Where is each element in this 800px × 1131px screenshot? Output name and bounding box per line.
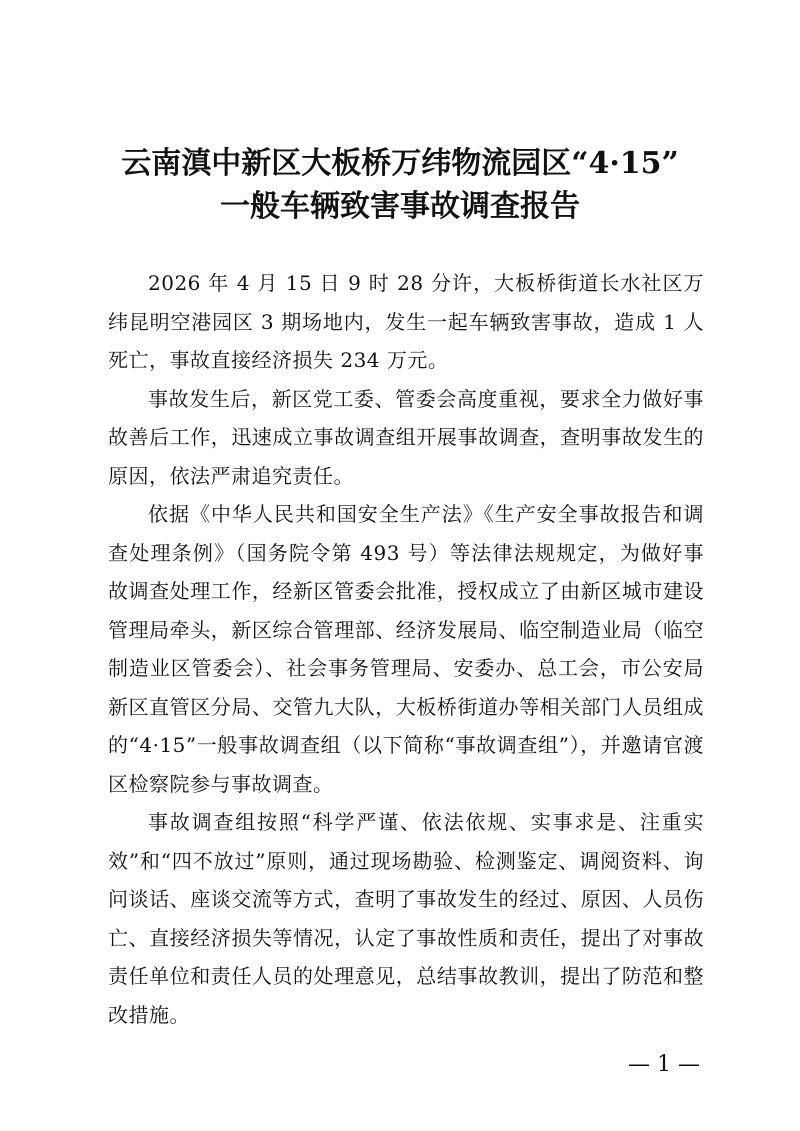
report-title-line-1: 云南滇中新区大板桥万纬物流园区“4·15”: [121, 146, 679, 181]
report-body: [108, 264, 704, 1034]
paragraph-investigation: 事故调查组按照“科学严谨、依法依规、实事求是、注重实效”和“四不放过”原则，通过现场勘验、检测鉴定、调阅资料、询问谈话、座谈交流等方式，查明了事故发生的经过、原因、人员伤亡、直接经济损失等情况，认定了事故性质和责任，提出了对事故责任单位和责任人员的处理意见，总结事故教训，提出了防范和整改措施。: [108, 810, 704, 1027]
paragraph-response: 事故发生后，新区党工委、管委会高度重视，要求全力做好事故善后工作，迅速成立事故调查组开展事故调查，查明事故发生的原因，依法严肃追究责任。: [108, 386, 704, 488]
paragraph-incident-summary: 2026 年 4 月 15 日 9 时 28 分许，大板桥街道长水社区万纬昆明空港园区 3 期场地内，发生一起车辆致害事故，造成 1 人死亡，事故直接经济损失 234 万元。: [108, 271, 704, 372]
report-title-line-2: 一般车辆致害事故调查报告: [220, 189, 580, 224]
paragraph-legal-basis: 依据《中华人民共和国安全生产法》《生产安全事故报告和调查处理条例》（国务院令第 493 号）等法律法规规定，为做好事故调查处理工作，经新区管委会批准，授权成立了由新区城市建设管理局牵头，新区综合管理部、经济发展局、临空制造业局（临空制造业区管委会）、社会事务管理局、安委办、总工会，市公安局新区直管区分局、交管九大队，大板桥街道办等相关部门人员组成的“4·15”一般事故调查组（以下简称“事故调查组”），并邀请官渡区检察院参与事故调查。: [108, 502, 704, 796]
page-number: — 1 —: [628, 1052, 700, 1077]
